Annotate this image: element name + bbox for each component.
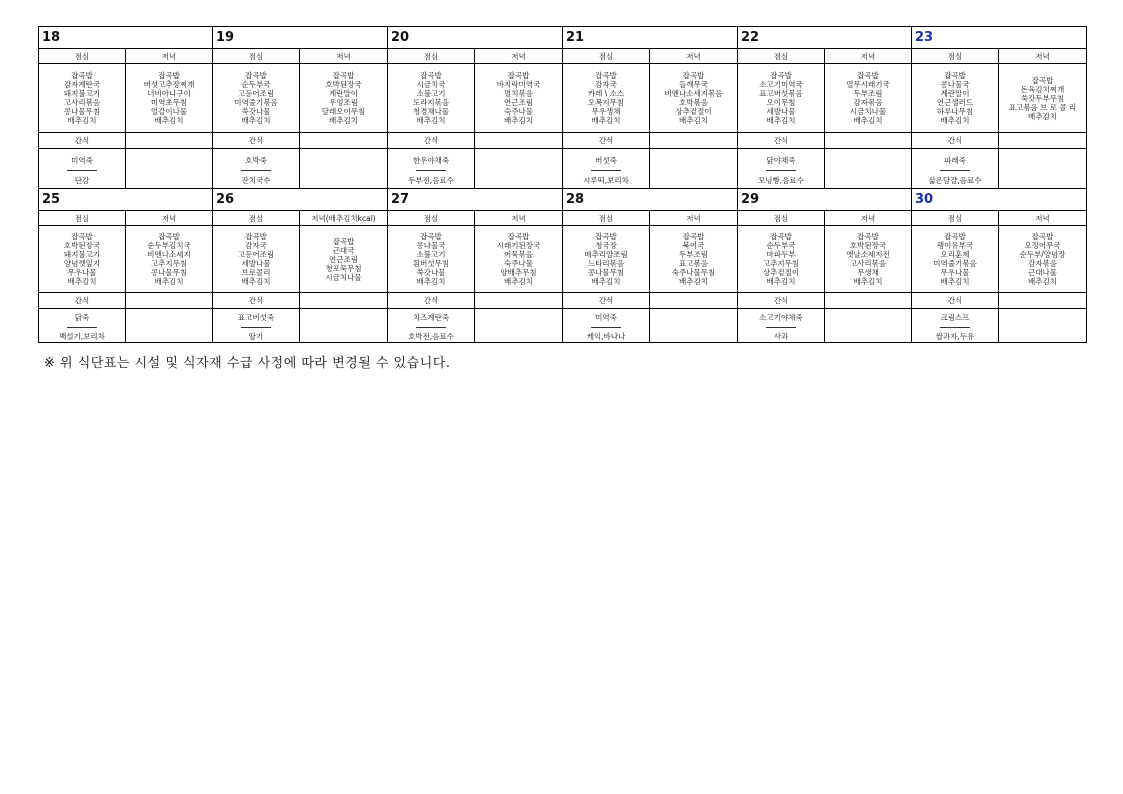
menu-item: 두부조림 — [679, 250, 708, 259]
menu-item: 소불고기 — [416, 89, 446, 98]
snack-header: 간식 — [213, 133, 300, 149]
dinner-header: 저녁(배추김치kcal) — [300, 211, 388, 226]
menu-item: 배추김치 — [1028, 111, 1057, 121]
snack-side: 잔치국수 — [241, 175, 271, 185]
lunch-menu — [738, 64, 825, 133]
snack-porridge: 닭죽 — [74, 313, 90, 322]
menu-item: 쑥갓나물 — [241, 107, 271, 116]
empty-cell — [300, 309, 388, 343]
snack-row — [39, 149, 1087, 189]
menu-item: 하루나무침 — [936, 107, 974, 116]
empty-cell — [300, 293, 388, 309]
snack-porridge: 닭야채죽 — [766, 155, 796, 165]
menu-item: 잡곡밥 — [158, 71, 180, 80]
menu-item: 팽이유부국 — [936, 241, 974, 250]
snack-side: 쌀과자,두유 — [935, 332, 975, 341]
dinner-menu — [300, 226, 388, 293]
menu-item: 잡곡밥 — [420, 71, 442, 80]
menu-item: 버섯고추장찌개 — [143, 80, 195, 89]
snack-header: 간식 — [39, 293, 126, 309]
menu-item: 배추김치 — [766, 116, 796, 125]
menu-item: 배추김치 — [591, 277, 621, 286]
menu-item: 숙주나물 — [504, 107, 533, 116]
dinner-menu — [475, 226, 563, 293]
menu-item: 무생채 — [857, 268, 879, 277]
menu-item: 배추김치 — [241, 116, 271, 125]
snack-header: 간식 — [213, 293, 300, 309]
snack-porridge: 파래죽 — [944, 155, 966, 165]
empty-cell — [475, 149, 563, 189]
snack-menu — [563, 149, 650, 189]
menu-item: 청국장 — [595, 241, 617, 250]
menu-item: 호박볶음 — [679, 98, 708, 107]
menu-item: 감자국 — [245, 241, 267, 250]
lunch-header: 점심 — [563, 49, 650, 64]
empty-cell — [825, 133, 912, 149]
menu-item: 세발나물 — [241, 259, 271, 268]
snack-menu — [563, 309, 650, 343]
menu-item: 잡곡밥 — [158, 232, 180, 241]
snack-menu — [912, 149, 999, 189]
snack-menu — [213, 149, 300, 189]
menu-item: 순두부/양념장 — [1019, 250, 1066, 259]
lunch-header: 점심 — [912, 211, 999, 226]
menu-item: 숙주나물무침 — [671, 268, 716, 277]
lunch-menu — [388, 226, 475, 293]
snack-porridge: 버섯죽 — [595, 155, 617, 165]
dinner-header: 저녁 — [825, 211, 912, 226]
snack-header: 간식 — [912, 293, 999, 309]
menu-item: 콩나물무침 — [150, 268, 188, 277]
snack-porridge: 미역죽 — [595, 313, 617, 322]
lunch-menu — [912, 64, 999, 133]
lunch-menu — [912, 226, 999, 293]
menu-item: 순두부김치국 — [147, 241, 191, 250]
menu-item: 호박된장국 — [325, 80, 362, 89]
dinner-header: 저녁 — [650, 211, 738, 226]
lunch-menu — [388, 64, 475, 133]
lunch-header: 점심 — [213, 211, 300, 226]
lunch-header: 점심 — [912, 49, 999, 64]
menu-item: 계란말이 — [329, 89, 358, 98]
meal-header-row — [39, 211, 1087, 226]
menu-item: 잡곡밥 — [944, 71, 966, 80]
menu-item: 잡곡밥 — [332, 71, 355, 80]
day-date: 19 — [213, 27, 388, 49]
lunch-header: 점심 — [738, 211, 825, 226]
menu-item: 잡곡밥 — [71, 232, 93, 241]
menu-item: 호박된장국 — [849, 241, 887, 250]
snack-side: 모닝빵,음료수 — [758, 175, 804, 185]
menu-item: 잡곡밥 — [595, 232, 617, 241]
menu-item: 배추김치 — [329, 116, 358, 125]
menu-item: 들깨무국 — [679, 80, 708, 89]
empty-cell — [650, 149, 738, 189]
menu-item: 미역줄기볶음 — [234, 98, 278, 107]
snack-menu — [388, 149, 475, 189]
menu-item: 순두부국 — [766, 241, 796, 250]
empty-cell — [126, 149, 213, 189]
snack-side: 시루떡,보리차 — [583, 175, 629, 185]
menu-item: 메추리알조림 — [584, 250, 628, 259]
menu-item: 배추김치 — [940, 116, 970, 125]
menu-item: 표고볶음 — [679, 259, 708, 268]
menu-item: 배추김치 — [67, 277, 97, 286]
snack-porridge: 한우야채죽 — [412, 155, 450, 165]
empty-cell — [825, 309, 912, 343]
day-date: 28 — [563, 189, 738, 211]
empty-cell — [999, 309, 1087, 343]
menu-item: 배추김치 — [591, 116, 621, 125]
snack-porridge: 호박죽 — [245, 155, 267, 165]
menu-item: 양배추무침 — [500, 268, 537, 277]
empty-cell — [126, 133, 213, 149]
lunch-header: 점심 — [738, 49, 825, 64]
lunch-menu — [563, 226, 650, 293]
menu-item: 무우나물 — [940, 268, 970, 277]
snack-divider — [766, 327, 796, 328]
empty-cell — [126, 293, 213, 309]
menu-item: 감자계란국 — [63, 80, 101, 89]
menu-item: 표고볶음 브 로 콜 리 — [1008, 102, 1077, 112]
menu-item: 시금치나물 — [849, 107, 887, 116]
snack-divider — [67, 327, 97, 328]
menu-item: 돈육김치찌개 — [1020, 84, 1065, 94]
snack-side: 사과 — [773, 332, 789, 341]
lunch-menu — [738, 226, 825, 293]
snack-menu — [388, 309, 475, 343]
snack-header: 간식 — [738, 293, 825, 309]
menu-item: 근대국 — [332, 245, 355, 255]
snack-side: 두부전,음료수 — [408, 175, 454, 185]
snack-divider — [416, 170, 446, 171]
snack-menu — [912, 309, 999, 343]
dinner-header: 저녁 — [475, 49, 563, 64]
menu-item: 무우생채 — [591, 107, 621, 116]
lunch-menu — [213, 226, 300, 293]
menu-item: 너비아니구이 — [147, 89, 191, 98]
menu-item: 연근조림 — [504, 98, 533, 107]
empty-cell — [999, 133, 1087, 149]
dinner-header: 저녁 — [126, 49, 213, 64]
menu-item: 청경채나물 — [412, 107, 450, 116]
dinner-header: 저녁 — [999, 49, 1087, 64]
snack-porridge: 소고기야채죽 — [759, 313, 803, 322]
menu-item: 잡곡밥 — [944, 232, 966, 241]
day-date: 30 — [912, 189, 1087, 211]
menu-item: 세발나물 — [766, 107, 796, 116]
menu-item: 흰버섯무침 — [412, 259, 450, 268]
day-date: 29 — [738, 189, 912, 211]
menu-item: 고추지무침 — [762, 259, 800, 268]
menu-item: 무우나물 — [67, 268, 97, 277]
dinner-menu — [300, 64, 388, 133]
dinner-menu — [650, 64, 738, 133]
snack-divider — [67, 170, 97, 171]
menu-item: 고추지무침 — [150, 259, 188, 268]
menu-item: 카레 \ 소스 — [587, 89, 625, 98]
snack-divider — [416, 327, 446, 328]
snack-divider — [241, 327, 271, 328]
menu-item: 오리훈제 — [940, 250, 970, 259]
day-date: 22 — [738, 27, 912, 49]
snack-header: 간식 — [563, 133, 650, 149]
menu-item: 소고기미역국 — [759, 80, 803, 89]
dinner-header: 저녁 — [825, 49, 912, 64]
menu-item: 배추김치 — [504, 116, 533, 125]
dinner-menu — [999, 226, 1087, 293]
menu-item: 상추겉절이 — [675, 107, 712, 116]
menu-item: 배추김치 — [679, 277, 708, 286]
lunch-menu — [39, 226, 126, 293]
menu-item: 고사리볶음 — [849, 259, 887, 268]
menu-item: 잡곡밥 — [245, 71, 267, 80]
snack-header: 간식 — [39, 133, 126, 149]
menu-item: 고사리볶음 — [63, 98, 101, 107]
snack-header: 간식 — [563, 293, 650, 309]
dinner-menu — [825, 64, 912, 133]
snack-porridge: 미역죽 — [71, 155, 93, 165]
menu-item: 배추김치 — [1028, 277, 1057, 286]
date-row — [39, 27, 1087, 49]
menu-item: 잡곡밥 — [507, 232, 530, 241]
snack-header-row — [39, 133, 1087, 149]
menu-item: 배추김치 — [766, 277, 796, 286]
snack-header-row — [39, 293, 1087, 309]
snack-row — [39, 309, 1087, 343]
menu-item: 비엔나소세지볶음 — [664, 89, 723, 98]
weekly-menu-table — [38, 26, 1087, 343]
snack-menu — [39, 149, 126, 189]
menu-item: 잡곡밥 — [595, 71, 617, 80]
menu-item: 오징어무국 — [1024, 241, 1061, 250]
snack-porridge: 치즈계란죽 — [412, 313, 450, 322]
dinner-header: 저녁 — [999, 211, 1087, 226]
snack-header: 간식 — [738, 133, 825, 149]
menu-item: 잡곡밥 — [332, 236, 355, 246]
dinner-menu — [475, 64, 563, 133]
menu-item: 배추김치 — [940, 277, 970, 286]
lunch-menu — [563, 64, 650, 133]
snack-side: 단감 — [74, 175, 90, 185]
snack-side: 삶은달걀,음료수 — [928, 175, 982, 185]
menu-item: 도라지볶음 — [412, 98, 450, 107]
menu-item: 잡곡밥 — [857, 71, 879, 80]
menu-item: 양념깻잎지 — [63, 259, 101, 268]
date-row — [39, 189, 1087, 211]
lunch-header: 점심 — [39, 49, 126, 64]
menu-item: 시금치나물 — [325, 272, 362, 282]
snack-menu — [738, 149, 825, 189]
menu-item: 콩나물국 — [940, 80, 970, 89]
menu-item: 미역초무침 — [150, 98, 188, 107]
menu-item: 배추김치 — [416, 116, 446, 125]
menu-item: 근대나물 — [1028, 268, 1057, 277]
menu-item: 브로콜리 — [241, 268, 271, 277]
empty-cell — [650, 309, 738, 343]
empty-cell — [475, 309, 563, 343]
meal-items-row — [39, 226, 1087, 293]
menu-item: 잡곡밥 — [682, 232, 705, 241]
menu-item: 감자국 — [595, 80, 617, 89]
menu-item: 잡곡밥 — [682, 71, 705, 80]
dinner-header: 저녁 — [300, 49, 388, 64]
menu-item: 돼지불고기 — [63, 250, 101, 259]
menu-item: 잡곡밥 — [770, 232, 792, 241]
menu-item: 달래오이무침 — [321, 107, 366, 116]
snack-divider — [766, 170, 796, 171]
menu-item: 쑥갓나물 — [416, 268, 446, 277]
day-date: 27 — [388, 189, 563, 211]
empty-cell — [999, 149, 1087, 189]
dinner-header: 저녁 — [126, 211, 213, 226]
snack-porridge: 표고버섯죽 — [237, 313, 275, 322]
menu-item: 어묵볶음 — [504, 250, 533, 259]
menu-item: 시금치국 — [416, 80, 446, 89]
menu-item: 연근샐러드 — [936, 98, 974, 107]
menu-item: 감자볶음 — [853, 98, 883, 107]
menu-item: 콩나물무침 — [587, 268, 625, 277]
snack-header: 간식 — [388, 133, 475, 149]
snack-divider — [591, 170, 621, 171]
day-date: 23 — [912, 27, 1087, 49]
menu-item: 배추김치 — [241, 277, 271, 286]
menu-item: 돼지불고기 — [63, 89, 101, 98]
empty-cell — [650, 293, 738, 309]
menu-item: 잡곡밥 — [1031, 232, 1054, 241]
menu-item: 잡곡밥 — [1031, 75, 1054, 85]
snack-side: 백설기,보리차 — [59, 332, 105, 341]
menu-item: 열무시래기국 — [846, 80, 890, 89]
menu-item: 배추김치 — [416, 277, 446, 286]
menu-item: 쑥갓두부무침 — [1020, 93, 1065, 103]
menu-item: 잡곡밥 — [245, 232, 267, 241]
dinner-menu — [126, 64, 213, 133]
menu-item: 배추김치 — [853, 116, 883, 125]
menu-item: 마파두부 — [766, 250, 796, 259]
snack-divider — [591, 327, 621, 328]
day-date: 18 — [39, 27, 213, 49]
menu-item: 순두부국 — [241, 80, 271, 89]
menu-item: 감자볶음 — [1028, 259, 1057, 268]
snack-divider — [241, 170, 271, 171]
menu-item: 고등어조림 — [237, 250, 275, 259]
menu-item: 바지락미역국 — [496, 80, 541, 89]
empty-cell — [126, 309, 213, 343]
dinner-header: 저녁 — [475, 211, 563, 226]
menu-item: 계란말이 — [940, 89, 970, 98]
dinner-header: 저녁 — [650, 49, 738, 64]
menu-item: 배추김치 — [67, 116, 97, 125]
menu-item: 배추김치 — [154, 277, 184, 286]
empty-cell — [300, 149, 388, 189]
menu-item: 상추겉절이 — [762, 268, 800, 277]
menu-item: 콩나물국 — [416, 241, 446, 250]
day-date: 25 — [39, 189, 213, 211]
menu-item: 느타리볶음 — [587, 259, 625, 268]
menu-item: 표고버섯볶음 — [759, 89, 803, 98]
snack-divider — [940, 327, 970, 328]
snack-header: 간식 — [388, 293, 475, 309]
menu-item: 잡곡밥 — [420, 232, 442, 241]
snack-side: 호박전,음료수 — [408, 332, 454, 341]
menu-item: 오이무침 — [766, 98, 796, 107]
menu-item: 배추김치 — [504, 277, 533, 286]
empty-cell — [650, 133, 738, 149]
snack-side: 케익,바나나 — [586, 332, 626, 341]
menu-item: 시래기된장국 — [496, 241, 541, 250]
snack-side: 딸기 — [248, 332, 264, 341]
lunch-menu — [213, 64, 300, 133]
lunch-header: 점심 — [388, 211, 475, 226]
lunch-header: 점심 — [388, 49, 475, 64]
snack-divider — [940, 170, 970, 171]
menu-item: 비엔나소세지 — [147, 250, 191, 259]
snack-menu — [213, 309, 300, 343]
menu-item: 청포묵무침 — [325, 263, 362, 273]
menu-item: 멸치볶음 — [504, 89, 533, 98]
day-date: 20 — [388, 27, 563, 49]
menu-item: 잡곡밥 — [507, 71, 530, 80]
snack-menu — [738, 309, 825, 343]
empty-cell — [475, 133, 563, 149]
meal-header-row — [39, 49, 1087, 64]
menu-item: 배추김치 — [679, 116, 708, 125]
empty-cell — [300, 133, 388, 149]
meal-items-row — [39, 64, 1087, 133]
snack-menu — [39, 309, 126, 343]
lunch-menu — [39, 64, 126, 133]
menu-item: 연근조림 — [329, 254, 358, 264]
menu-item: 북어국 — [682, 241, 705, 250]
empty-cell — [475, 293, 563, 309]
menu-item: 고등어조림 — [237, 89, 275, 98]
menu-item: 소불고기 — [416, 250, 446, 259]
menu-item: 잡곡밥 — [857, 232, 879, 241]
menu-item: 미역줄기볶음 — [933, 259, 977, 268]
dinner-menu — [126, 226, 213, 293]
menu-item: 오복지무침 — [587, 98, 625, 107]
menu-item: 콩나물무침 — [63, 107, 101, 116]
menu-item: 호박된장국 — [63, 241, 101, 250]
empty-cell — [825, 149, 912, 189]
menu-item: 잡곡밥 — [71, 71, 93, 80]
menu-item: 얼갈이나물 — [150, 107, 188, 116]
snack-porridge: 크림스프 — [940, 313, 970, 322]
empty-cell — [999, 293, 1087, 309]
menu-item: 배추김치 — [154, 116, 184, 125]
notice-text: ※ 위 식단표는 시설 및 식자재 수급 사정에 따라 변경될 수 있습니다. — [44, 356, 451, 371]
menu-item: 잡곡밥 — [770, 71, 792, 80]
lunch-header: 점심 — [213, 49, 300, 64]
empty-cell — [825, 293, 912, 309]
dinner-menu — [999, 64, 1087, 133]
snack-header: 간식 — [912, 133, 999, 149]
menu-item: 우엉조림 — [329, 98, 358, 107]
day-date: 21 — [563, 27, 738, 49]
menu-item: 옛날소세지전 — [846, 250, 890, 259]
day-date: 26 — [213, 189, 388, 211]
menu-item: 배추김치 — [853, 277, 883, 286]
lunch-header: 점심 — [563, 211, 650, 226]
dinner-menu — [650, 226, 738, 293]
dinner-menu — [825, 226, 912, 293]
menu-item: 두부조림 — [853, 89, 883, 98]
menu-item: 숙주나물 — [504, 259, 533, 268]
lunch-header: 점심 — [39, 211, 126, 226]
